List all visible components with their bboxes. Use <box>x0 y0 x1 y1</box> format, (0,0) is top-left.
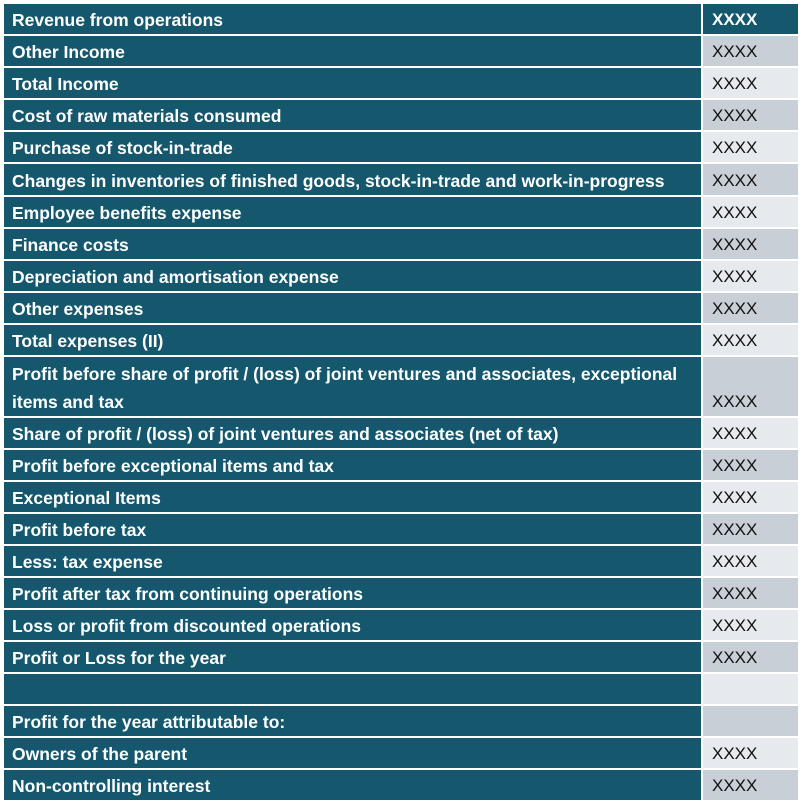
table-row <box>4 164 798 197</box>
row-label: Total Income <box>4 68 703 98</box>
row-label: Profit before tax <box>4 514 703 544</box>
table-row <box>4 706 798 738</box>
table-row <box>4 68 798 100</box>
row-value: XXXX <box>703 450 798 480</box>
row-label: Profit after tax from continuing operations <box>4 578 703 608</box>
row-value: XXXX <box>703 68 798 98</box>
row-value: XXXX <box>703 100 798 130</box>
row-value: XXXX <box>703 164 798 195</box>
table-row <box>4 738 798 770</box>
table-row <box>4 197 798 229</box>
row-label: Profit for the year attributable to: <box>4 706 703 736</box>
table-row <box>4 100 798 132</box>
row-label: Other Income <box>4 36 703 66</box>
row-label: Loss or profit from discounted operations <box>4 610 703 640</box>
row-value: XXXX <box>703 357 798 416</box>
row-label: Owners of the parent <box>4 738 703 768</box>
row-value: XXXX <box>703 610 798 640</box>
table-header-row <box>4 4 798 36</box>
table-row <box>4 293 798 325</box>
table-row <box>4 357 798 418</box>
profit-and-loss-table <box>4 4 798 802</box>
row-value: XXXX <box>703 738 798 768</box>
row-label: Other expenses <box>4 293 703 323</box>
row-value: XXXX <box>703 418 798 448</box>
table-row <box>4 132 798 164</box>
table-row <box>4 610 798 642</box>
row-label: Employee benefits expense <box>4 197 703 227</box>
table-row <box>4 325 798 357</box>
row-value: XXXX <box>703 482 798 512</box>
row-value: XXXX <box>703 325 798 355</box>
row-value <box>703 706 798 736</box>
row-label: Cost of raw materials consumed <box>4 100 703 130</box>
row-value: XXXX <box>703 4 798 34</box>
row-value: XXXX <box>703 293 798 323</box>
row-value: XXXX <box>703 642 798 672</box>
table-row <box>4 514 798 546</box>
table-row <box>4 674 798 706</box>
table-row <box>4 642 798 674</box>
row-label: Purchase of stock-in-trade <box>4 132 703 162</box>
row-value: XXXX <box>703 36 798 66</box>
table-row <box>4 418 798 450</box>
table-row <box>4 450 798 482</box>
row-label: Profit before share of profit / (loss) of joint ventures and associates, exceptional items and tax <box>4 357 703 416</box>
row-label: Exceptional Items <box>4 482 703 512</box>
table-row <box>4 770 798 802</box>
row-label: Depreciation and amortisation expense <box>4 261 703 291</box>
row-value <box>703 674 798 704</box>
table-row <box>4 578 798 610</box>
row-label: Non-controlling interest <box>4 770 703 800</box>
table-row <box>4 546 798 578</box>
row-value: XXXX <box>703 770 798 800</box>
row-value: XXXX <box>703 132 798 162</box>
row-label: Share of profit / (loss) of joint ventures and associates (net of tax) <box>4 418 703 448</box>
table-row <box>4 229 798 261</box>
row-label: Less: tax expense <box>4 546 703 576</box>
row-value: XXXX <box>703 578 798 608</box>
row-value: XXXX <box>703 261 798 291</box>
row-label: Revenue from operations <box>4 4 703 34</box>
row-label: Profit or Loss for the year <box>4 642 703 672</box>
row-label <box>4 674 703 704</box>
row-value: XXXX <box>703 546 798 576</box>
table-row <box>4 482 798 514</box>
table-row <box>4 261 798 293</box>
table-row <box>4 36 798 68</box>
row-label: Total expenses (II) <box>4 325 703 355</box>
row-value: XXXX <box>703 229 798 259</box>
row-value: XXXX <box>703 514 798 544</box>
row-label: Finance costs <box>4 229 703 259</box>
row-value: XXXX <box>703 197 798 227</box>
row-label: Profit before exceptional items and tax <box>4 450 703 480</box>
row-label: Changes in inventories of finished goods, stock-in-trade and work-in-progress <box>4 164 703 195</box>
